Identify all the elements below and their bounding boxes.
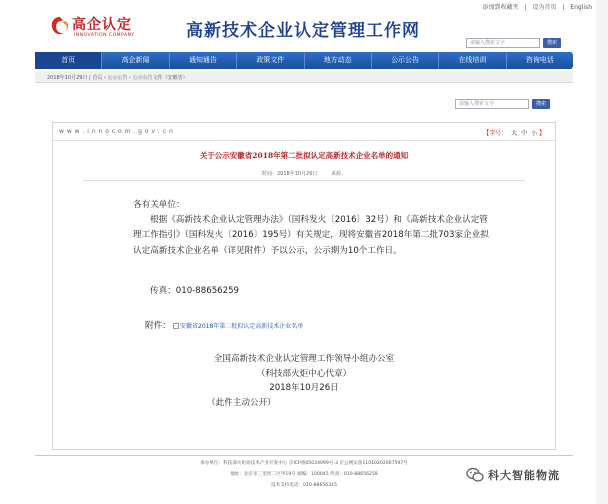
attachment-link-text[interactable]: 安徽省2018年第二批拟认定高新技术企业名单 (180, 323, 304, 330)
logo-subtext: INNOVATION COMPANY (74, 33, 135, 38)
wechat-watermark (466, 464, 560, 486)
article-date: 时间：2018年10月26日 (261, 171, 318, 177)
header-search-button[interactable]: 搜索 (543, 38, 561, 48)
signature-org: 全国高新技术企业认定管理工作领导小组办公室 (213, 354, 395, 364)
font-size-medium[interactable]: 中 (521, 130, 528, 137)
broken-image-icon (173, 323, 179, 329)
article-meta (53, 170, 555, 177)
site-domain: w w w . i n n o c o m . g o v . c n (59, 128, 174, 135)
breadcrumb-date: 2018年10月29日 (47, 75, 88, 81)
article-title: 关于公示安徽省2018年第二批拟认定高新技术企业名单的通知 (199, 151, 409, 160)
nav-item-home[interactable]: 首页 (35, 52, 102, 69)
attachment-label: 附件： (145, 321, 171, 331)
site-title: 高新技术企业认定管理工作网 (186, 21, 420, 41)
breadcrumb-path[interactable]: 首页 › 公示公告 › 公示公告文件（安徽省） (92, 75, 188, 81)
header-search-input[interactable]: 请输入搜索文字 (466, 38, 540, 48)
scrollbar-track[interactable] (596, 0, 608, 504)
fax-line: 传真：010-88656259 (150, 286, 240, 296)
font-size-control (483, 128, 545, 137)
nav-item-notices[interactable]: 通知通告 (170, 52, 237, 69)
set-homepage-link[interactable]: 设为首页 (532, 4, 557, 11)
footer-divider (35, 455, 573, 456)
logo-swirl-icon (48, 14, 72, 38)
font-size-label: 【字号： (483, 130, 508, 137)
nav-item-policies[interactable]: 政策文件 (237, 52, 304, 69)
signature-date: 2018年10月26日 (269, 383, 339, 393)
watermark-text: 科大智能物流 (488, 469, 560, 482)
attachment-link[interactable] (173, 321, 303, 330)
nav-item-news[interactable]: 高企新闻 (102, 52, 169, 69)
font-size-close: 】 (538, 130, 545, 137)
wechat-icon (466, 467, 484, 483)
breadcrumb: 2018年10月29日 | 首页 › 公示公告 › 公示公告文件（安徽省） (47, 75, 188, 81)
signature-note: （此件主动公开） (207, 398, 276, 408)
salutation: 各有关单位： (133, 200, 185, 210)
font-size-small[interactable]: 小 (531, 130, 538, 137)
article-paragraph: 根据《高新技术企业认定管理办法》（国科发火〔2016〕32号）和《高新技术企业认定管理工作指引》（国科发火〔2016〕195号）有关规定，现将安徽省2018年第二批703家企业拟认定高新技术企业名单（详见附件）予以公示，公示期为10个工作日。 (133, 215, 489, 256)
add-favorite-link[interactable]: 添加到收藏夹 (482, 4, 519, 11)
logo-text: 高企认定 (72, 17, 132, 33)
footer-line-2: 地址：北京市三里河二区甲19号 邮编：100045 传真：010-88656259 (230, 472, 378, 477)
nav-item-training[interactable]: 在线培训 (439, 52, 506, 69)
main-nav (35, 52, 573, 69)
content-search-button[interactable]: 搜索 (532, 99, 550, 109)
article-panel (52, 122, 556, 450)
nav-item-local[interactable]: 地方动态 (305, 52, 372, 69)
breadcrumb-bar (35, 71, 573, 83)
footer-line-1: 承办单位：科技部火炬高技术产业开发中心 京ICP备05034099号-3 京公网安备11010202007597号 (200, 461, 408, 466)
english-link[interactable]: English (570, 4, 592, 11)
font-size-large[interactable]: 大 (511, 130, 518, 137)
footer-line-3: 技术支持电话：010-88656315 (271, 483, 337, 488)
article-source: 来源： (331, 171, 347, 177)
nav-item-announcements[interactable]: 公示公告 (372, 52, 439, 69)
site-logo[interactable] (48, 12, 138, 44)
top-links: 添加到收藏夹 | 设为首页 | English (482, 4, 592, 11)
nav-item-hotline[interactable]: 咨询电话 (525, 56, 554, 64)
signature-sub: （科技部火炬中心代章） (256, 369, 352, 379)
content-search-input[interactable]: 请输入搜索文字 (455, 99, 529, 109)
article-toolbar (53, 123, 555, 141)
meta-divider (83, 180, 525, 181)
